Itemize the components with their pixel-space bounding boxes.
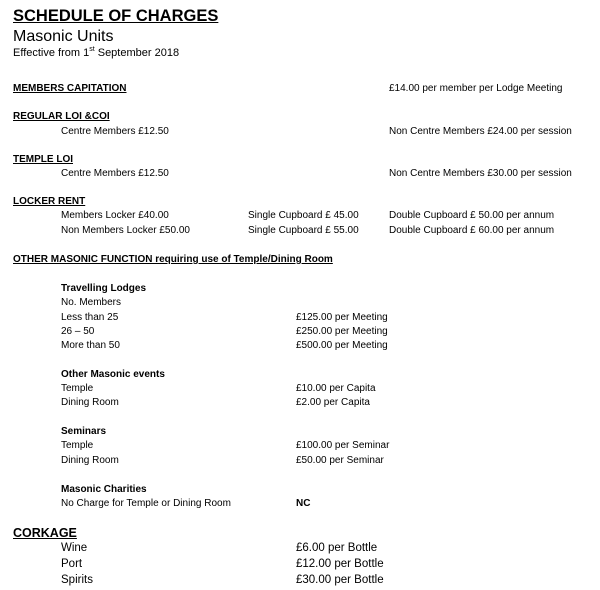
travelling-members-label: No. Members	[61, 297, 122, 308]
travelling-row-label: More than 50	[61, 340, 120, 351]
travelling-row-value: £500.00 per Meeting	[296, 340, 388, 351]
effective-suffix: September 2018	[94, 47, 180, 59]
effective-date	[13, 48, 179, 59]
events-row-label: Dining Room	[61, 397, 119, 408]
travelling-row-label: 26 – 50	[61, 326, 95, 337]
regular-loi-heading: REGULAR LOI &COI	[13, 111, 110, 122]
travelling-row-value: £125.00 per Meeting	[296, 312, 388, 323]
seminars-title: Seminars	[61, 426, 107, 437]
temple-loi-heading: TEMPLE LOI	[13, 154, 73, 165]
locker-members-single: Single Cupboard £ 45.00	[248, 210, 359, 221]
temple-loi-centre: Centre Members £12.50	[61, 168, 169, 179]
regular-loi-non-centre: Non Centre Members £24.00 per session	[389, 126, 572, 137]
events-row-label: Temple	[61, 383, 94, 394]
seminars-row-label: Dining Room	[61, 455, 119, 466]
other-function-heading: OTHER MASONIC FUNCTION requiring use of Temple/Dining Room	[13, 254, 333, 265]
corkage-row-label: Port	[61, 558, 83, 570]
locker-non-members-double: Double Cupboard £ 60.00 per annum	[389, 225, 555, 236]
seminars-row-value: £50.00 per Seminar	[296, 455, 384, 466]
corkage-row-value: £6.00 per Bottle	[296, 542, 378, 554]
corkage-row-value: £30.00 per Bottle	[296, 574, 384, 586]
travelling-row-label: Less than 25	[61, 312, 119, 323]
corkage-row-label: Spirits	[61, 574, 93, 586]
seminars-row-value: £100.00 per Seminar	[296, 440, 390, 451]
capitation-heading: MEMBERS CAPITATION	[13, 83, 127, 94]
temple-loi-non-centre: Non Centre Members £30.00 per session	[389, 168, 572, 179]
events-row-value: £2.00 per Capita	[296, 397, 370, 408]
charities-label: No Charge for Temple or Dining Room	[61, 498, 231, 509]
charities-title: Masonic Charities	[61, 484, 147, 495]
events-row-value: £10.00 per Capita	[296, 383, 376, 394]
locker-members: Members Locker £40.00	[61, 210, 169, 221]
locker-members-double: Double Cupboard £ 50.00 per annum	[389, 210, 555, 221]
travelling-lodges-title: Travelling Lodges	[61, 283, 147, 294]
effective-ordinal: st	[89, 46, 95, 53]
other-events-title: Other Masonic events	[61, 369, 165, 380]
effective-prefix: Effective from 1	[13, 47, 90, 59]
seminars-row-label: Temple	[61, 440, 94, 451]
document-title: SCHEDULE OF CHARGES	[13, 7, 219, 25]
regular-loi-centre: Centre Members £12.50	[61, 126, 169, 137]
locker-rent-heading: LOCKER RENT	[13, 196, 86, 207]
document-subtitle: Masonic Units	[13, 28, 114, 45]
capitation-rate: £14.00 per member per Lodge Meeting	[389, 83, 563, 94]
corkage-heading: CORKAGE	[13, 526, 77, 540]
locker-non-members-single: Single Cupboard £ 55.00	[248, 225, 359, 236]
travelling-row-value: £250.00 per Meeting	[296, 326, 388, 337]
locker-non-members: Non Members Locker £50.00	[61, 225, 190, 236]
corkage-row-value: £12.00 per Bottle	[296, 558, 384, 570]
corkage-row-label: Wine	[61, 542, 88, 554]
charities-value: NC	[296, 498, 311, 509]
